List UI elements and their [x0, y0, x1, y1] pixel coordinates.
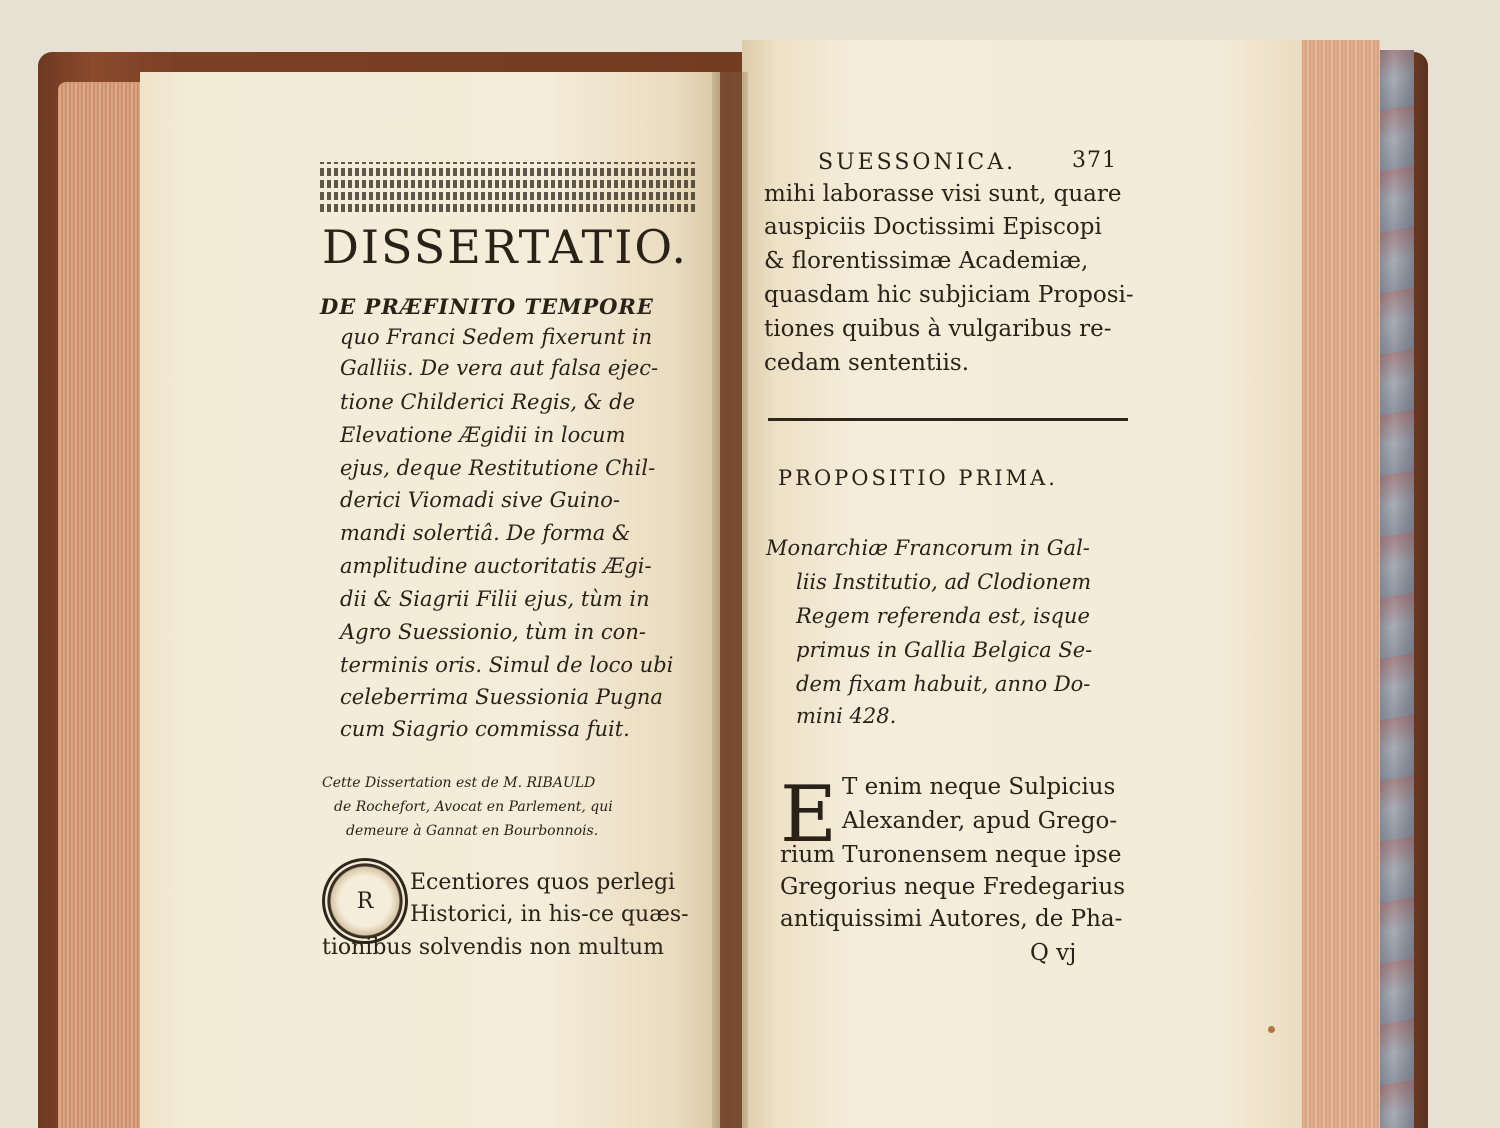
proposition-line: mini 428.	[796, 704, 897, 728]
proposition-line: Regem referenda est, isque	[796, 604, 1090, 628]
body-line: T enim neque Sulpicius	[842, 774, 1116, 800]
subtitle-line: derici Viomadi sive Guino-	[340, 488, 620, 512]
author-note-line: de Rochefort, Avocat en Parlement, qui	[334, 799, 613, 815]
subtitle-line: Agro Suessionio, tùm in con-	[340, 620, 646, 644]
subtitle-line: ejus, deque Restitutione Chil-	[340, 456, 656, 480]
subtitle-line: terminis oris. Simul de loco ubi	[340, 653, 674, 677]
subtitle-line: amplitudine auctoritatis Ægi-	[340, 554, 652, 578]
signature-mark: Q vj	[1030, 940, 1077, 966]
body-line: & florentissimæ Academiæ,	[764, 248, 1089, 274]
drop-cap-e: E	[780, 770, 837, 860]
proposition-line: liis Institutio, ad Clodionem	[796, 570, 1092, 594]
body-line: Alexander, apud Grego-	[842, 808, 1118, 834]
body-line: Ecentiores quos perlegi	[410, 870, 676, 895]
body-line: mihi laborasse visi sunt, quare	[764, 181, 1122, 207]
subtitle-line: celeberrima Suessionia Pugna	[340, 685, 663, 709]
marbled-board	[1380, 50, 1414, 1128]
headpiece-ornament	[320, 162, 696, 212]
section-rule	[768, 418, 1128, 421]
body-line: antiquissimi Autores, de Pha-	[780, 906, 1123, 932]
subtitle-line: Galliis. De vera aut falsa ejec-	[340, 356, 659, 380]
body-line: rium Turonensem neque ipse	[780, 842, 1122, 868]
paper-stain	[1268, 1026, 1275, 1033]
page-number: 371	[1072, 148, 1117, 173]
page-edges-left	[58, 82, 140, 1128]
author-note-line: Cette Dissertation est de M. RIBAULD	[322, 775, 596, 791]
body-line: quasdam hic subjiciam Proposi-	[764, 282, 1134, 308]
proposition-line: dem fixam habuit, anno Do-	[796, 672, 1091, 696]
author-note-line: demeure à Gannat en Bourbonnois.	[346, 823, 599, 839]
body-line: auspiciis Doctissimi Episcopi	[764, 214, 1102, 240]
body-line: Gregorius neque Fredegarius	[780, 874, 1126, 900]
subtitle-line: quo Franci Sedem fixerunt in	[340, 325, 653, 349]
running-head: SUESSONICA.	[818, 150, 1017, 175]
proposition-line: Monarchiæ Francorum in Gal-	[766, 536, 1090, 560]
body-line: tionibus solvendis non multum	[322, 935, 664, 960]
subtitle-line: dii & Siagrii Filii ejus, tùm in	[340, 587, 650, 611]
body-line: cedam sententiis.	[764, 350, 970, 376]
proposition-title: PROPOSITIO PRIMA.	[778, 466, 1058, 490]
subtitle-line: DE PRÆFINITO TEMPORE	[320, 294, 654, 319]
proposition-line: primus in Gallia Belgica Se-	[796, 638, 1093, 662]
subtitle-line: tione Childerici Regis, & de	[340, 390, 635, 414]
page-edges-right	[1298, 40, 1380, 1128]
dissertation-title: DISSERTATIO.	[322, 220, 689, 274]
subtitle-line: Elevatione Ægidii in locum	[340, 423, 626, 447]
gutter	[712, 72, 748, 1128]
body-line: Historici, in his-ce quæs-	[410, 902, 689, 927]
drop-cap-r: R	[322, 858, 408, 944]
subtitle-line: mandi solertiâ. De forma &	[340, 521, 631, 545]
body-line: tiones quibus à vulgaribus re-	[764, 316, 1112, 342]
subtitle-line: cum Siagrio commissa fuit.	[340, 717, 630, 741]
